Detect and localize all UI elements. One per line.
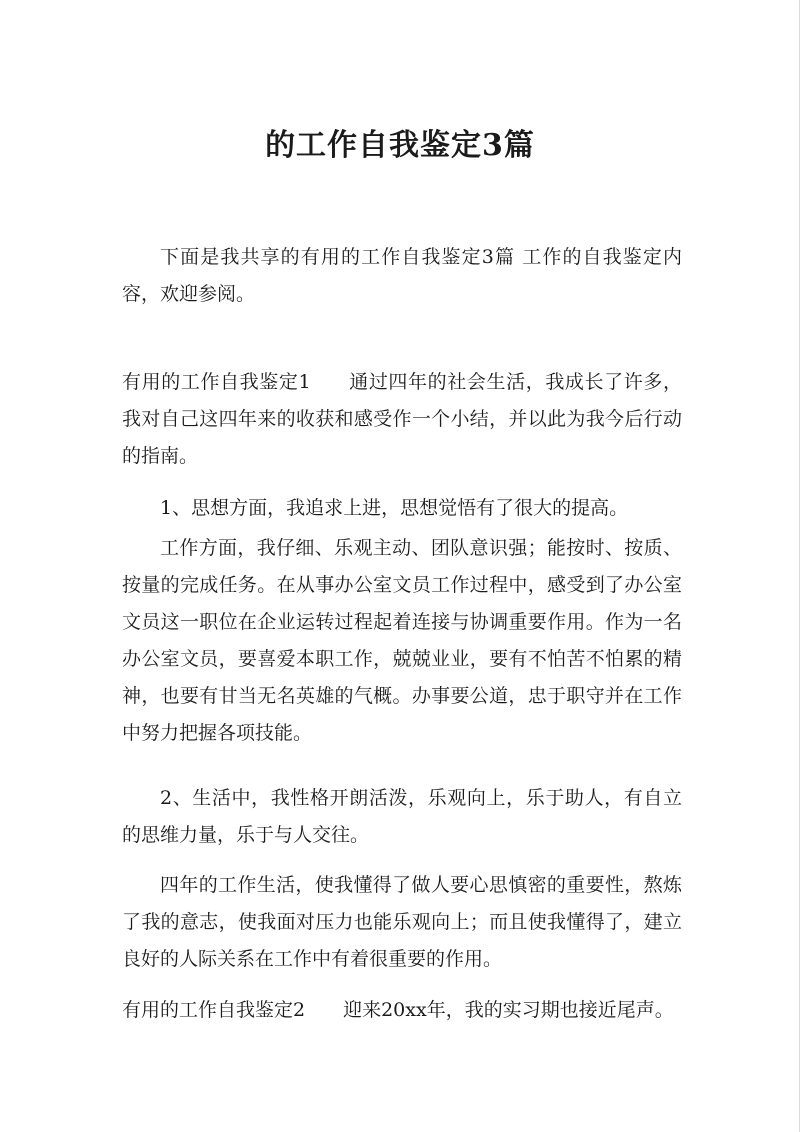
section2-text: 迎来20xx年，我的实习期也接近尾声。 (343, 999, 674, 1021)
document-title: 的工作自我鉴定3篇 (265, 128, 535, 163)
section1-paragraph (122, 364, 682, 475)
body-paragraph-1: 1、思想方面，我追求上进，思想觉悟有了很大的提高。 (160, 497, 629, 519)
intro-paragraph: 下面是我共享的有用的工作自我鉴定3篇 工作的自我鉴定内容，欢迎参阅。 (122, 246, 682, 305)
section1-heading: 有用的工作自我鉴定1 (122, 371, 311, 393)
body-paragraph-3: 2、生活中，我性格开朗活泼，乐观向上，乐于助人，有自立的思维力量，乐于与人交往。 (122, 787, 682, 846)
body-paragraph-2: 工作方面，我仔细、乐观主动、团队意识强；能按时、按质、按量的完成任务。在从事办公室文员工作过程中，感受到了办公室文员这一职位在企业运转过程起着连接与协调重要作用。作为一名办公室文员，要喜爱本职工作，兢兢业业，要有不怕苦不怕累的精神，也要有甘当无名英雄的气概。办事要公道，忠于职守并在工作中努力把握各项技能。 (122, 537, 682, 744)
section2-heading: 有用的工作自我鉴定2 (122, 999, 306, 1021)
section2-paragraph (122, 992, 682, 1029)
body-paragraph-4: 四年的工作生活，使我懂得了做人要心思慎密的重要性，熬炼了我的意志，使我面对压力也能乐观向上；而且使我懂得了，建立良好的人际关系在工作中有着很重要的作用。 (122, 874, 682, 970)
section1-text: 通过四年的社会生活，我成长了许多，我对自己这四年来的收获和感受作一个小结，并以此为我今后行动的指南。 (122, 371, 682, 467)
